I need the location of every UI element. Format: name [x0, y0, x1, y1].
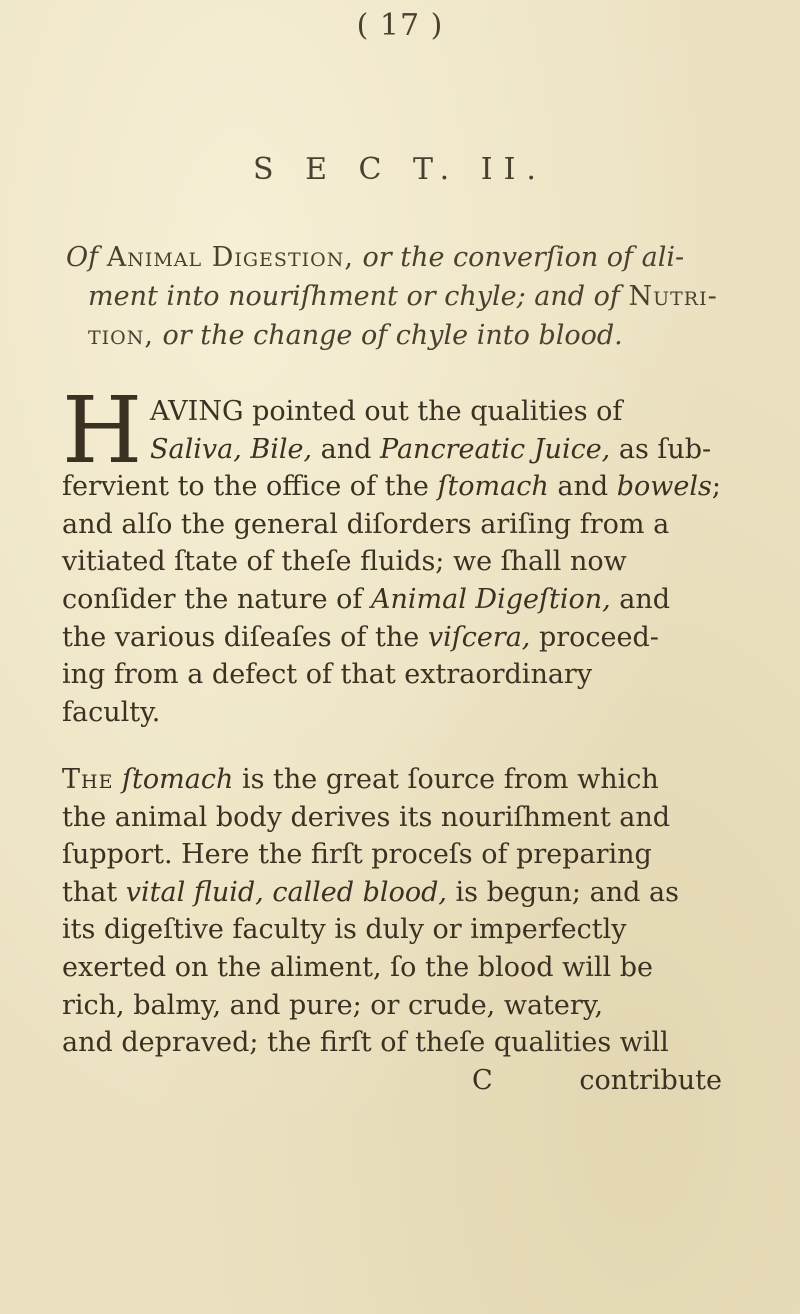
paragraph-1-line-5: vitiated ſtate of theſe fluids; we ſhall now — [62, 546, 627, 578]
paragraph-1-text-2b: as ſub- — [610, 433, 712, 465]
paragraph-1-line-4: and alſo the general diſorders ariſing from a — [62, 508, 670, 540]
emphasis-stomach: ſtomach — [437, 471, 549, 503]
paragraph-2-line-3: ſupport. Here the firſt proceſs of preparing — [62, 839, 652, 871]
catchword: contribute — [579, 1064, 722, 1096]
chapter-title-text-3: or the change of chyle into blood. — [153, 320, 623, 351]
chapter-title-line-3 — [66, 316, 756, 355]
signature-mark: C — [472, 1064, 493, 1096]
paragraph-1-line-9: faculty. — [62, 696, 161, 728]
paragraph-1-text-6b: and — [610, 583, 671, 615]
emphasis-bowels: bowels — [616, 471, 712, 503]
paragraph-2-text-1: is the great ſource from which — [233, 764, 659, 795]
paragraph-2-lead-word: The — [62, 764, 114, 795]
page-number: ( 17 ) — [356, 8, 444, 43]
emphasis-pancreatic-juice: Pancreatic Juice, — [380, 433, 611, 465]
paragraph-2-text-4b: is begun; and as — [446, 876, 679, 908]
paragraph-1-line-6 — [62, 581, 762, 619]
paragraph-2-text-4a: that — [62, 876, 126, 908]
paragraph-1-line-7 — [62, 619, 762, 657]
paragraph-2-line-6: exerted on the aliment, ſo the blood will be — [62, 951, 653, 983]
chapter-title-prefix: Of — [66, 242, 107, 273]
paragraph-1-text-2a: and — [312, 433, 380, 465]
emphasis-animal-digestion: Animal Digeſtion, — [370, 583, 611, 615]
chapter-title-line-2 — [66, 277, 756, 316]
emphasis-stomach-2: ſtomach — [113, 764, 234, 795]
footer-row — [62, 1062, 762, 1100]
emphasis-saliva-bile: Saliva, Bile, — [150, 433, 313, 465]
paragraph-1-line-3 — [62, 468, 762, 506]
paragraph-2-line-7: rich, balmy, and pure; or crude, watery, — [62, 989, 604, 1021]
paragraph-2-line-4 — [62, 874, 762, 912]
emphasis-viscera: viſcera, — [427, 621, 531, 653]
paragraph-1-text-3c: ; — [711, 471, 721, 503]
section-heading: S E C T. II. — [253, 152, 547, 187]
chapter-title-small-caps-3: tion, — [88, 320, 154, 351]
chapter-title — [66, 238, 756, 355]
chapter-title-text-2: ment into nouriſhment or chyle; and of — [88, 281, 629, 312]
chapter-title-line-1 — [66, 238, 756, 277]
drop-cap: H — [62, 377, 143, 484]
paragraph-1-line-8: ing from a defect of that extraordinary — [62, 659, 593, 691]
paragraph-1-text-7b: proceed- — [530, 621, 659, 653]
paragraph-1-text-3b: and — [548, 471, 617, 503]
paragraph-2-line-8: and depraved; the firſt of theſe qualities will — [62, 1027, 669, 1059]
paragraph-1-line-2 — [62, 431, 762, 469]
paragraph-1-text-7a: the various diſeaſes of the — [62, 621, 428, 653]
chapter-title-small-caps-1: Animal Digestion, — [106, 242, 354, 273]
paragraph-1-text-1: AVING pointed out the qualities of — [150, 396, 623, 427]
paragraph-1-text-6a: conſider the nature of — [62, 583, 371, 615]
paragraph-2-line-5: its digeſtive faculty is duly or imperfectly — [62, 914, 627, 946]
emphasis-vital-fluid: vital fluid, called blood, — [125, 876, 447, 908]
paragraph-2-line-1 — [62, 761, 762, 799]
paragraph-2 — [62, 761, 762, 1100]
paragraph-2-line-2: the animal body derives its nouriſhment and — [62, 801, 671, 833]
chapter-title-small-caps-2: Nutri- — [628, 281, 718, 312]
paragraph-1-text-3a: fervient to the office of the — [62, 471, 438, 503]
paragraph-1 — [62, 377, 762, 731]
chapter-title-text-1: or the converſion of ali- — [353, 242, 685, 273]
